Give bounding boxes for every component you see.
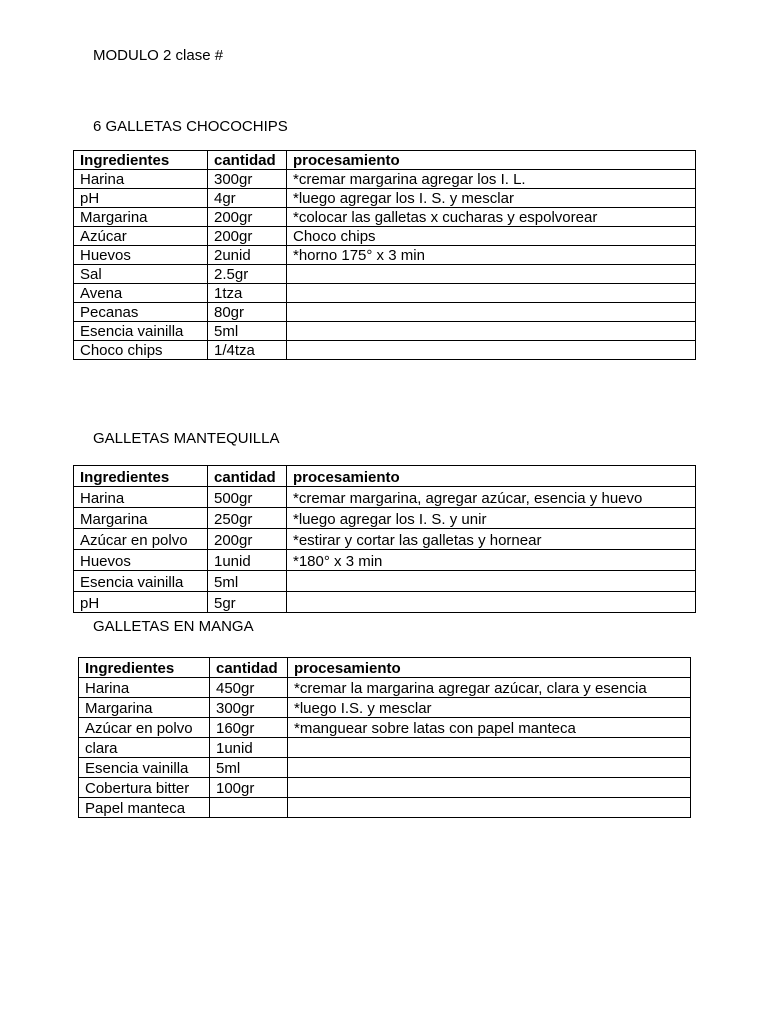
quantity-cell: 500gr [208,487,287,508]
column-header-procedure: procesamiento [288,658,691,678]
recipe-title: 6 GALLETAS CHOCOCHIPS [93,118,288,135]
quantity-cell: 160gr [210,718,288,738]
recipe-table [78,657,691,818]
table-row [79,718,691,738]
procedure-cell [287,592,696,613]
ingredient-cell: Papel manteca [79,798,210,818]
ingredient-cell: Avena [74,284,208,303]
ingredient-cell: Harina [74,487,208,508]
procedure-cell [287,341,696,360]
document-title: MODULO 2 clase # [93,47,224,64]
procedure-cell: *manguear sobre latas con papel manteca [288,718,691,738]
procedure-cell: Choco chips [287,227,696,246]
ingredient-cell: Esencia vainilla [79,758,210,778]
ingredient-cell: pH [74,592,208,613]
table-row [74,550,696,571]
quantity-cell: 450gr [210,678,288,698]
quantity-cell: 5gr [208,592,287,613]
ingredient-cell: Huevos [74,550,208,571]
quantity-cell: 300gr [208,170,287,189]
table-row [79,738,691,758]
table-row [74,189,696,208]
column-header-ingredient: Ingredientes [79,658,210,678]
table-row [74,227,696,246]
table-row [79,698,691,718]
ingredient-cell: Sal [74,265,208,284]
procedure-cell: *luego agregar los I. S. y mesclar [287,189,696,208]
procedure-cell [287,571,696,592]
ingredient-cell: Azúcar [74,227,208,246]
ingredient-cell: Harina [74,170,208,189]
ingredient-cell: Pecanas [74,303,208,322]
table-row [74,246,696,265]
table-row [79,678,691,698]
procedure-cell: *luego agregar los I. S. y unir [287,508,696,529]
table-header-row [74,466,696,487]
column-header-quantity: cantidad [208,151,287,170]
ingredient-cell: Margarina [79,698,210,718]
table-row [74,170,696,189]
procedure-cell: *horno 175° x 3 min [287,246,696,265]
ingredient-cell: Esencia vainilla [74,571,208,592]
table-header-row [79,658,691,678]
procedure-cell [288,758,691,778]
recipe-table [73,150,696,360]
column-header-procedure: procesamiento [287,151,696,170]
column-header-ingredient: Ingredientes [74,151,208,170]
ingredient-cell: Huevos [74,246,208,265]
table-row [74,322,696,341]
table-row [74,303,696,322]
quantity-cell: 250gr [208,508,287,529]
ingredient-cell: clara [79,738,210,758]
ingredient-cell: Esencia vainilla [74,322,208,341]
procedure-cell: *cremar margarina, agregar azúcar, esencia y huevo [287,487,696,508]
procedure-cell [287,284,696,303]
recipe-title: GALLETAS MANTEQUILLA [93,430,280,447]
procedure-cell [288,778,691,798]
recipe-table [73,465,696,613]
procedure-cell [288,738,691,758]
quantity-cell: 2.5gr [208,265,287,284]
ingredient-cell: Choco chips [74,341,208,360]
procedure-cell: *luego I.S. y mesclar [288,698,691,718]
column-header-ingredient: Ingredientes [74,466,208,487]
table-row [74,592,696,613]
procedure-cell [287,265,696,284]
quantity-cell: 5ml [208,571,287,592]
table-row [74,571,696,592]
procedure-cell: *cremar la margarina agregar azúcar, clara y esencia [288,678,691,698]
quantity-cell: 200gr [208,208,287,227]
quantity-cell: 2unid [208,246,287,265]
table-row [74,529,696,550]
column-header-quantity: cantidad [210,658,288,678]
quantity-cell: 200gr [208,227,287,246]
procedure-cell: *cremar margarina agregar los I. L. [287,170,696,189]
ingredient-cell: Margarina [74,508,208,529]
table-row [74,265,696,284]
table-row [79,798,691,818]
column-header-procedure: procesamiento [287,466,696,487]
quantity-cell: 300gr [210,698,288,718]
table-row [74,508,696,529]
quantity-cell [210,798,288,818]
ingredient-cell: Azúcar en polvo [74,529,208,550]
procedure-cell [288,798,691,818]
quantity-cell: 1/4tza [208,341,287,360]
column-header-quantity: cantidad [208,466,287,487]
quantity-cell: 100gr [210,778,288,798]
quantity-cell: 5ml [210,758,288,778]
quantity-cell: 1unid [208,550,287,571]
ingredient-cell: pH [74,189,208,208]
ingredient-cell: Azúcar en polvo [79,718,210,738]
table-row [74,487,696,508]
procedure-cell: *estirar y cortar las galletas y hornear [287,529,696,550]
quantity-cell: 1tza [208,284,287,303]
procedure-cell: *colocar las galletas x cucharas y espolvorear [287,208,696,227]
table-row [74,341,696,360]
procedure-cell [287,322,696,341]
table-header-row [74,151,696,170]
table-row [74,284,696,303]
table-row [79,758,691,778]
recipe-title: GALLETAS EN MANGA [93,618,254,635]
ingredient-cell: Cobertura bitter [79,778,210,798]
table-row [74,208,696,227]
ingredient-cell: Harina [79,678,210,698]
quantity-cell: 4gr [208,189,287,208]
quantity-cell: 1unid [210,738,288,758]
table-row [79,778,691,798]
procedure-cell [287,303,696,322]
ingredient-cell: Margarina [74,208,208,227]
quantity-cell: 200gr [208,529,287,550]
procedure-cell: *180° x 3 min [287,550,696,571]
quantity-cell: 80gr [208,303,287,322]
quantity-cell: 5ml [208,322,287,341]
